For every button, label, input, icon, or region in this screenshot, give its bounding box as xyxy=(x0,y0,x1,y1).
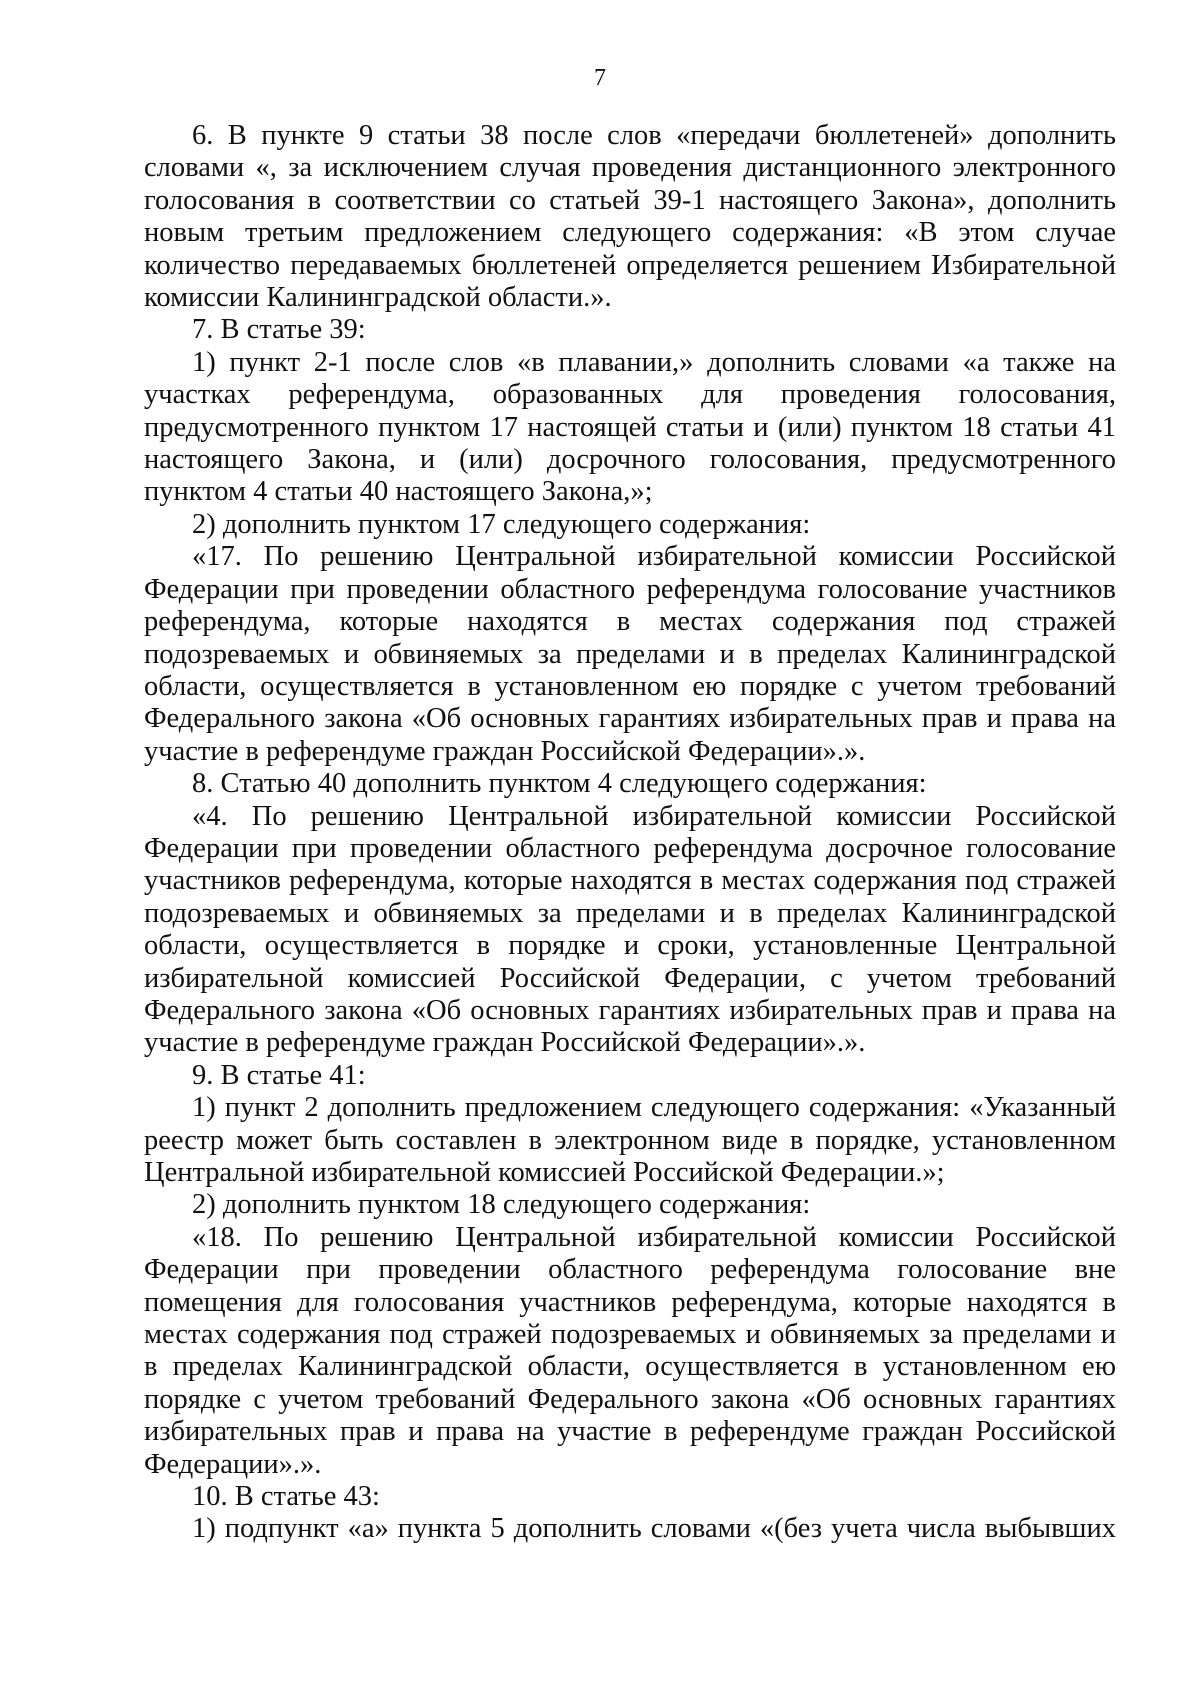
paragraph-7-point-17: «17. По решению Центральной избирательной комиссии Российской Федерации при проведении областного референдума голосование участников референдума, которые находятся в местах содержания под стражей подозреваемых и обвиняемых за пределами и в пределах Калининградской области, осуществляется в установленном ею порядке с учетом требований Федерального закона «Об основных гарантиях избирательных прав и права на участие в референдуме граждан Российской Федерации».». xyxy=(144,541,1116,767)
paragraph-9-item-1: 1) пункт 2 дополнить предложением следующего содержания: «Указанный реестр может быть составлен в электронном виде в порядке, установленном Центральной избирательной комиссией Российской Федерации.»; xyxy=(144,1092,1116,1188)
paragraph-10: 10. В статье 43: xyxy=(192,1481,380,1513)
paragraph-6: 6. В пункте 9 статьи 38 после слов «передачи бюллетеней» дополнить словами «, за исключением случая проведения дистанционного электронного голосования в соответствии со статьей 39-1 настоящего Закона», дополнить новым третьим предложением следующего содержания: «В этом случае количество передаваемых бюллетеней определяется решением Избирательной комиссии Калининградской области.». xyxy=(144,120,1116,314)
paragraph-8: 8. Статью 40 дополнить пунктом 4 следующего содержания: xyxy=(192,768,927,800)
document-body xyxy=(144,120,1116,1546)
paragraph-8-point-4: «4. По решению Центральной избирательной комиссии Российской Федерации при проведении областного референдума досрочное голосование участников референдума, которые находятся в местах содержания под стражей подозреваемых и обвиняемых за пределами и в пределах Калининградской области, осуществляется в порядке и сроки, установленные Центральной избирательной комиссией Российской Федерации, с учетом требований Федерального закона «Об основных гарантиях избирательных прав и права на участие в референдуме граждан Российской Федерации».». xyxy=(144,800,1116,1059)
page-number: 7 xyxy=(594,65,606,91)
paragraph-10-item-1: 1) подпункт «а» пункта 5 дополнить словами «(без учета числа выбывших xyxy=(192,1513,1116,1545)
paragraph-9: 9. В статье 41: xyxy=(192,1059,366,1091)
paragraph-7-item-2: 2) дополнить пунктом 17 следующего содержания: xyxy=(192,508,811,540)
paragraph-9-item-2: 2) дополнить пунктом 18 следующего содержания: xyxy=(192,1189,811,1221)
paragraph-9-point-18: «18. По решению Центральной избирательной комиссии Российской Федерации при проведении областного референдума голосование вне помещения для голосования участников референдума, которые находятся в местах содержания под стражей подозреваемых и обвиняемых за пределами и в пределах Калининградской области, осуществляется в установленном ею порядке с учетом требований Федерального закона «Об основных гарантиях избирательных прав и права на участие в референдуме граждан Российской Федерации».». xyxy=(144,1221,1116,1480)
paragraph-7-item-1: 1) пункт 2-1 после слов «в плавании,» дополнить словами «а также на участках референдума, образованных для проведения голосования, предусмотренного пунктом 17 настоящей статьи и (или) пунктом 18 статьи 41 настоящего Закона, и (или) досрочного голосования, предусмотренного пунктом 4 статьи 40 настоящего Закона,»; xyxy=(144,346,1116,508)
paragraph-7: 7. В статье 39: xyxy=(192,314,366,346)
